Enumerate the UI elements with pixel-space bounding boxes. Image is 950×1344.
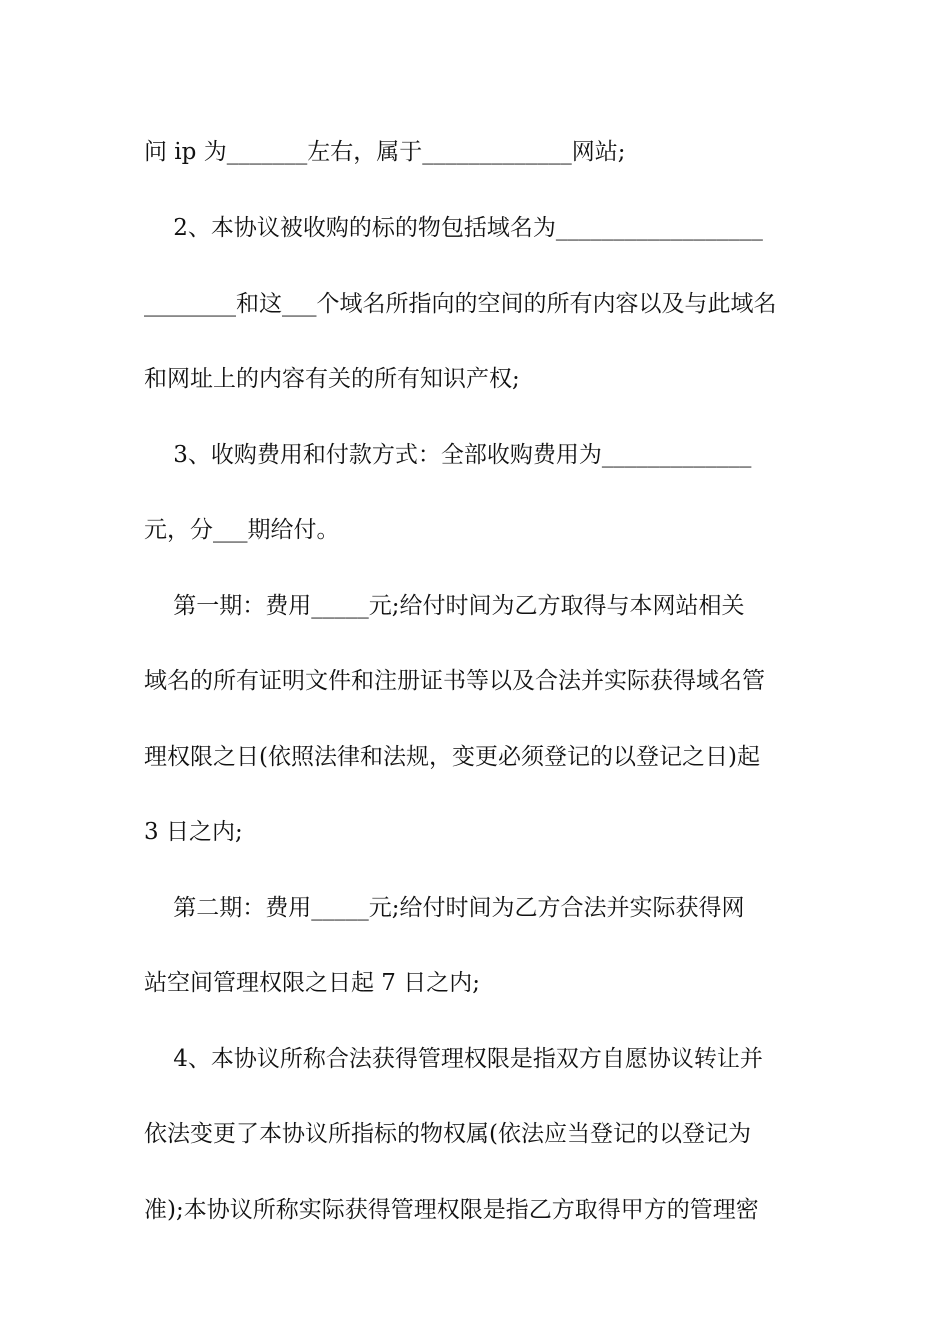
text-line-7: 第一期：费用_____元;给付时间为乙方取得与本网站相关 [144,593,745,619]
text-line-8: 域名的所有证明文件和注册证书等以及合法并实际获得域名管 [144,668,765,694]
text-line-14: 依法变更了本协议所指标的物权属(依法应当登记的以登记为 [144,1121,751,1147]
text-line-3: ________和这___个域名所指向的空间的所有内容以及与此域名 [144,291,777,317]
text-line-15: 准);本协议所称实际获得管理权限是指乙方取得甲方的管理密 [144,1197,759,1223]
text-line-6: 元，分___期给付。 [144,517,340,543]
text-line-9: 理权限之日(依照法律和法规，变更必须登记的以登记之日)起 [144,744,760,770]
text-line-12: 站空间管理权限之日起 7 日之内; [144,970,481,996]
text-line-5: 3、收购费用和付款方式：全部收购费用为_____________ [144,442,752,468]
text-line-2: 2、本协议被收购的标的物包括域名为__________________ [144,215,763,241]
text-line-11: 第二期：费用_____元;给付时间为乙方合法并实际获得网 [144,895,745,921]
text-line-13: 4、本协议所称合法获得管理权限是指双方自愿协议转让并 [144,1046,763,1072]
text-line-1: 问 ip 为_______左右，属于_____________网站; [144,139,626,165]
text-line-4: 和网址上的内容有关的所有知识产权; [144,366,520,392]
text-line-10: 3 日之内; [144,819,243,845]
